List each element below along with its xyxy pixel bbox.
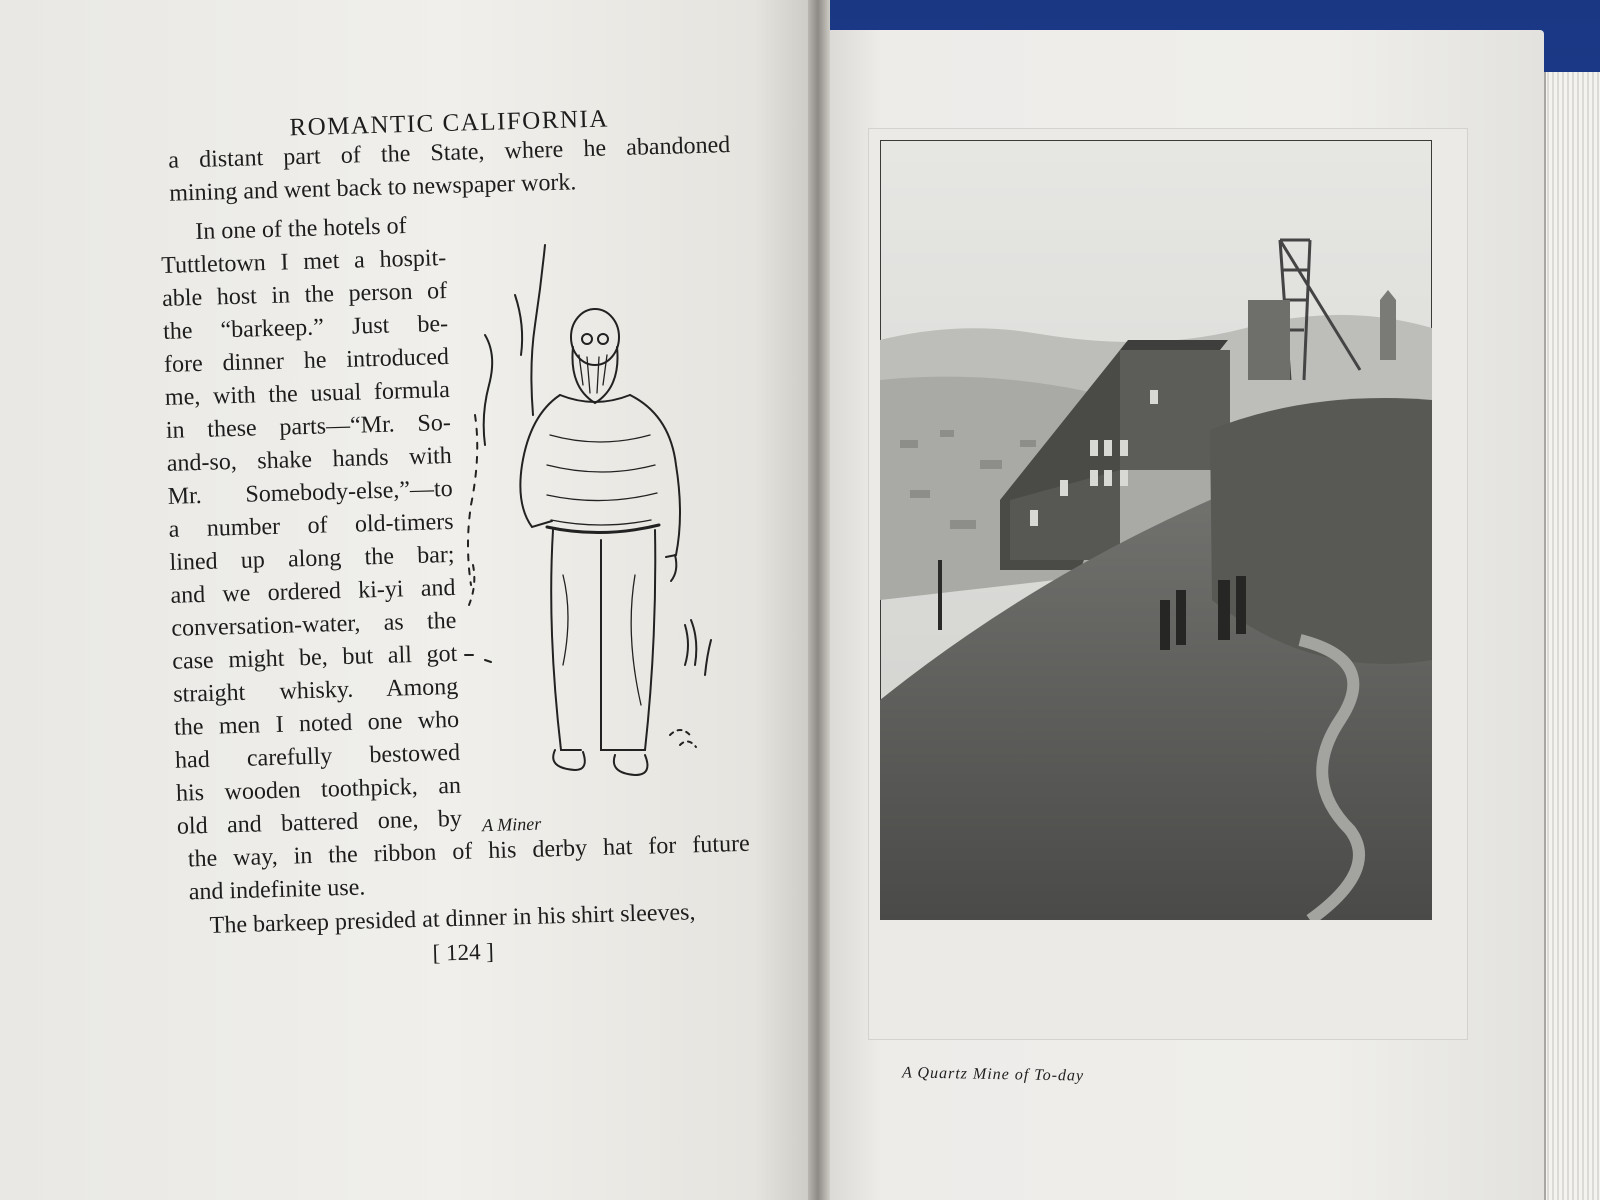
text-line: and we ordered ki-yi and (170, 574, 456, 609)
miner-illustration (455, 235, 735, 815)
page-number: [ 124 ] (432, 938, 495, 966)
text-line: me, with the usual formula (164, 376, 451, 411)
text-line: mining and went back to newspaper work. (168, 169, 577, 207)
text-line: able host in the person of (161, 277, 448, 312)
text-line: fore dinner he introduced (163, 343, 450, 378)
plate-caption: A Quartz Mine of To-day (901, 1064, 1085, 1085)
text-line: the “barkeep.” Just be- (162, 310, 449, 345)
text-line: his wooden toothpick, an (175, 772, 462, 807)
quartz-mine-photo (880, 140, 1432, 920)
running-head: ROMANTIC CALIFORNIA (289, 105, 610, 142)
text-line: conversation-water, as the (171, 607, 457, 642)
text-line: old and battered one, by (176, 805, 463, 840)
text-line: had carefully bestowed (174, 739, 461, 774)
text-line: the way, in the ribbon of his derby hat for future (187, 830, 751, 873)
text-line: in these parts—“Mr. So- (165, 409, 452, 444)
text-line: case might be, but all got (171, 640, 458, 675)
text-line: straight whisky. Among (172, 673, 459, 708)
text-line: In one of the hotels of (194, 213, 407, 245)
page-edges (1544, 72, 1600, 1200)
text-line: and indefinite use. (188, 874, 366, 906)
text-line: Tuttletown I met a hospit- (160, 245, 447, 279)
text-line: lined up along the bar; (169, 541, 455, 576)
text-line: a distant part of the State, where he abandoned (167, 132, 731, 174)
text-line: Mr. Somebody-else,”—to (167, 475, 453, 510)
text-line: the men I noted one who (173, 706, 460, 741)
text-line: a number of old-timers (168, 508, 454, 543)
illustration-caption: A Miner (481, 813, 542, 836)
book-gutter (808, 0, 830, 1200)
text-line: The barkeep presided at dinner in his shirt sleeves, (209, 899, 696, 939)
text-line: and-so, shake hands with (166, 442, 453, 477)
